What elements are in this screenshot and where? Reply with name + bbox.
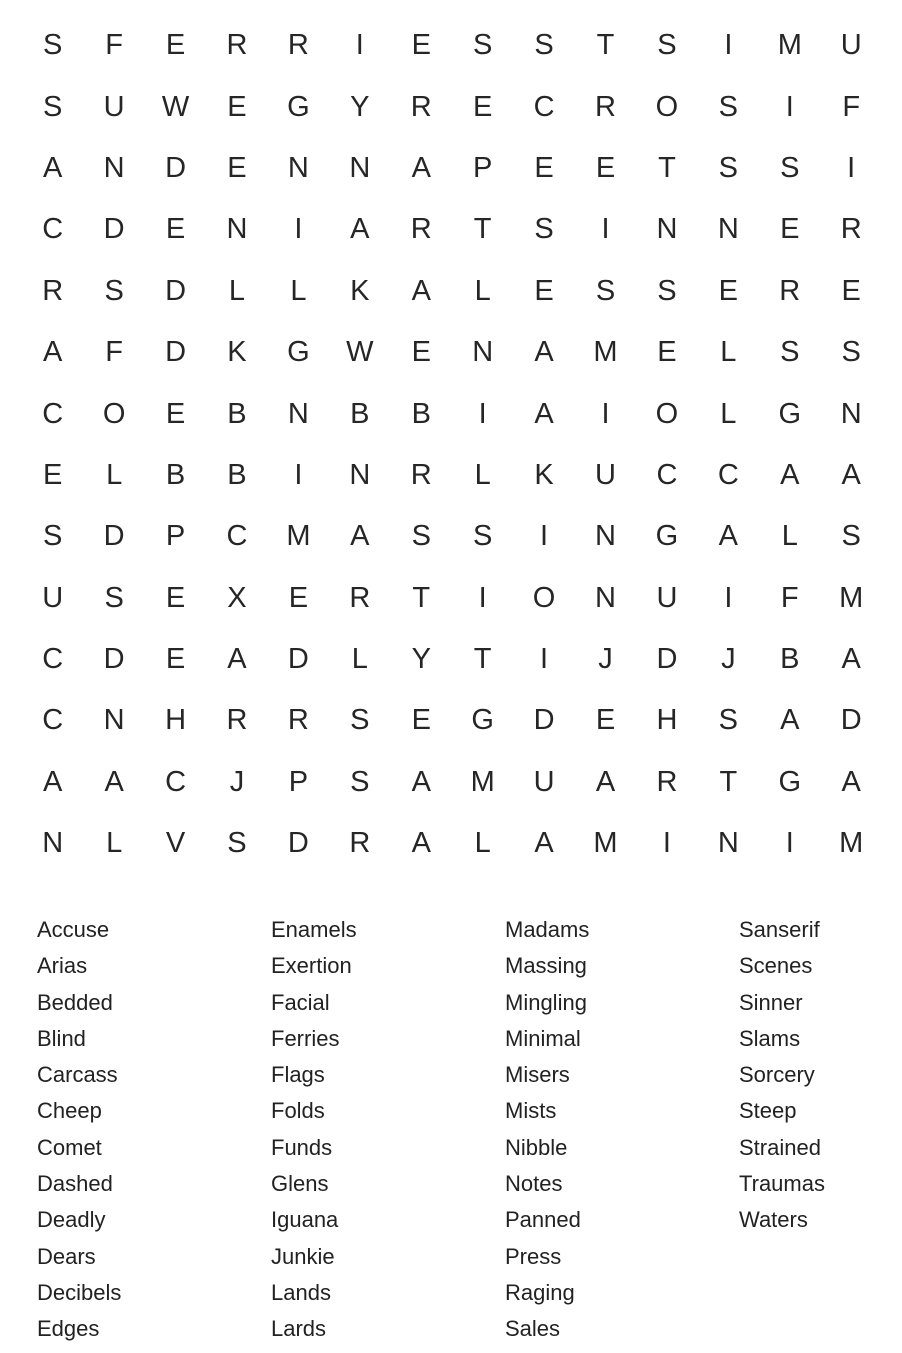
word-list-item: Dashed bbox=[37, 1171, 113, 1197]
grid-cell[interactable]: I bbox=[540, 643, 549, 676]
grid-cell[interactable]: E bbox=[227, 151, 247, 184]
grid-cell[interactable]: A bbox=[227, 643, 247, 676]
grid-cell[interactable]: X bbox=[227, 581, 247, 614]
grid-cell[interactable]: L bbox=[474, 458, 491, 491]
grid-cell[interactable]: N bbox=[287, 397, 309, 430]
grid-cell[interactable]: N bbox=[103, 151, 125, 184]
grid-cell[interactable]: G bbox=[471, 704, 494, 737]
grid-cell[interactable]: A bbox=[718, 520, 739, 553]
grid-cell[interactable]: T bbox=[596, 29, 615, 62]
grid-cell[interactable]: I bbox=[785, 827, 794, 860]
word-list-item: Enamels bbox=[271, 917, 357, 942]
grid-cell[interactable]: M bbox=[839, 581, 864, 614]
grid-cell[interactable]: E bbox=[411, 29, 431, 62]
grid-cell[interactable]: G bbox=[655, 520, 679, 553]
grid-cell[interactable]: R bbox=[410, 90, 432, 123]
word-list-item: Waters bbox=[739, 1207, 808, 1233]
grid-cell[interactable]: S bbox=[350, 704, 370, 737]
grid-cell[interactable]: S bbox=[657, 274, 677, 307]
grid-cell[interactable]: L bbox=[474, 274, 491, 307]
grid-cell[interactable]: P bbox=[165, 520, 186, 553]
grid-cell[interactable]: Y bbox=[411, 643, 431, 676]
word-list-item: Blind bbox=[37, 1025, 86, 1051]
word-list-item: Press bbox=[505, 1243, 562, 1269]
grid-cell[interactable]: S bbox=[718, 704, 739, 737]
grid-cell[interactable]: E bbox=[165, 581, 186, 614]
grid-cell[interactable]: A bbox=[350, 213, 370, 246]
grid-cell[interactable]: S bbox=[43, 29, 63, 62]
grid-cell[interactable]: I bbox=[294, 458, 303, 491]
grid-cell[interactable]: F bbox=[105, 336, 123, 369]
grid-cell[interactable]: E bbox=[534, 151, 554, 184]
grid-cell[interactable]: T bbox=[473, 213, 492, 246]
grid-cell[interactable]: M bbox=[777, 29, 802, 62]
grid-cell[interactable]: T bbox=[658, 151, 676, 184]
grid-cell[interactable]: A bbox=[411, 274, 431, 307]
grid-cell[interactable]: R bbox=[656, 765, 678, 798]
grid-cell[interactable]: C bbox=[717, 458, 739, 491]
grid-cell[interactable]: N bbox=[656, 213, 678, 246]
grid-cell[interactable]: C bbox=[656, 458, 678, 491]
grid-cell[interactable]: S bbox=[718, 151, 739, 184]
grid-cell[interactable]: E bbox=[657, 336, 677, 369]
grid-cell[interactable]: G bbox=[778, 397, 802, 430]
grid-cell[interactable]: L bbox=[720, 397, 737, 430]
grid-cell[interactable]: V bbox=[165, 827, 186, 860]
grid-cell[interactable]: O bbox=[655, 90, 679, 123]
grid-cell[interactable]: A bbox=[411, 765, 431, 798]
grid-cell[interactable]: E bbox=[288, 581, 309, 614]
grid-cell[interactable]: A bbox=[534, 336, 554, 369]
grid-cell[interactable]: N bbox=[349, 151, 371, 184]
word-list-item: Nibble bbox=[505, 1134, 568, 1160]
grid-cell[interactable]: U bbox=[595, 458, 616, 491]
grid-cell[interactable]: O bbox=[532, 581, 556, 614]
word-list-item: Accuse bbox=[37, 917, 110, 942]
grid-cell[interactable]: W bbox=[346, 336, 374, 369]
grid-cell[interactable]: E bbox=[165, 213, 186, 246]
grid-cell[interactable]: D bbox=[533, 704, 555, 737]
grid-cell[interactable]: E bbox=[472, 90, 493, 123]
grid-cell[interactable]: D bbox=[840, 704, 862, 737]
grid-cell[interactable]: D bbox=[103, 520, 125, 553]
grid-cell[interactable]: B bbox=[411, 397, 431, 430]
grid-cell[interactable]: L bbox=[290, 274, 307, 307]
grid-cell[interactable]: S bbox=[595, 274, 616, 307]
grid-cell[interactable]: A bbox=[43, 336, 63, 369]
word-list-item: Traumas bbox=[739, 1171, 825, 1197]
word-list-item: Sorcery bbox=[739, 1062, 815, 1088]
word-list-item: Edges bbox=[37, 1316, 100, 1342]
grid-cell[interactable]: A bbox=[43, 151, 63, 184]
grid-cell[interactable]: S bbox=[534, 29, 554, 62]
word-list-column bbox=[37, 912, 271, 1348]
grid-cell[interactable]: L bbox=[474, 827, 491, 860]
grid-cell[interactable]: F bbox=[105, 29, 123, 62]
word-list-item: Folds bbox=[271, 1098, 325, 1124]
word-list-item: Massing bbox=[505, 953, 587, 979]
grid-cell[interactable]: S bbox=[43, 520, 63, 553]
word-list-item: Scenes bbox=[739, 953, 813, 979]
grid-cell[interactable]: A bbox=[841, 765, 861, 798]
grid-cell[interactable]: R bbox=[840, 213, 862, 246]
grid-cell[interactable]: D bbox=[103, 213, 125, 246]
grid-cell[interactable]: U bbox=[533, 765, 555, 798]
grid-cell[interactable]: N bbox=[840, 397, 862, 430]
word-list-column bbox=[271, 912, 505, 1348]
word-list-item: Deadly bbox=[37, 1207, 106, 1233]
grid-cell[interactable]: G bbox=[778, 765, 802, 798]
grid-cell[interactable]: R bbox=[779, 274, 801, 307]
grid-cell[interactable]: N bbox=[717, 213, 739, 246]
grid-cell[interactable]: D bbox=[287, 643, 309, 676]
grid-cell[interactable]: P bbox=[472, 151, 493, 184]
grid-cell[interactable]: E bbox=[43, 458, 63, 491]
grid-cell[interactable]: E bbox=[411, 704, 431, 737]
word-list-item: Slams bbox=[739, 1025, 801, 1051]
grid-cell[interactable]: I bbox=[478, 397, 487, 430]
grid-cell[interactable]: E bbox=[165, 643, 186, 676]
grid-cell[interactable]: S bbox=[657, 29, 677, 62]
grid-cell[interactable]: H bbox=[165, 704, 187, 737]
grid-cell[interactable]: W bbox=[161, 90, 190, 123]
grid-cell[interactable]: T bbox=[473, 643, 492, 676]
grid-cell[interactable]: M bbox=[593, 827, 618, 860]
grid-cell[interactable]: S bbox=[780, 336, 800, 369]
word-list-item: Exertion bbox=[271, 953, 352, 979]
grid-cell[interactable]: B bbox=[227, 458, 247, 491]
word-list-item: Sanserif bbox=[739, 917, 820, 942]
word-list-item: Carcass bbox=[37, 1062, 118, 1088]
grid-cell[interactable]: R bbox=[349, 581, 371, 614]
word-list-item: Mingling bbox=[505, 989, 587, 1015]
grid-cell[interactable]: I bbox=[785, 90, 794, 123]
grid-cell[interactable]: J bbox=[229, 765, 245, 798]
grid-cell[interactable]: I bbox=[478, 581, 487, 614]
grid-cell[interactable]: N bbox=[349, 458, 371, 491]
grid-cell[interactable]: I bbox=[847, 151, 856, 184]
grid-cell[interactable]: I bbox=[355, 29, 364, 62]
word-list-item: Notes bbox=[505, 1171, 563, 1197]
grid-cell[interactable]: S bbox=[350, 765, 370, 798]
grid-cell[interactable]: M bbox=[593, 336, 618, 369]
grid-cell[interactable]: R bbox=[287, 704, 309, 737]
grid-cell[interactable]: D bbox=[165, 336, 187, 369]
grid-cell[interactable]: S bbox=[780, 151, 800, 184]
word-list-item: Panned bbox=[505, 1207, 581, 1233]
grid-cell[interactable]: B bbox=[165, 458, 186, 491]
grid-cell[interactable]: A bbox=[104, 765, 124, 798]
grid-cell[interactable]: N bbox=[472, 336, 494, 369]
grid-cell[interactable]: I bbox=[601, 213, 610, 246]
word-list-item: Dears bbox=[37, 1243, 96, 1269]
grid-cell[interactable]: C bbox=[42, 643, 64, 676]
grid-cell[interactable]: O bbox=[655, 397, 679, 430]
grid-cell[interactable]: A bbox=[43, 765, 63, 798]
grid-cell[interactable]: S bbox=[227, 827, 247, 860]
word-list-item: Decibels bbox=[37, 1279, 122, 1305]
word-list-item: Bedded bbox=[37, 989, 113, 1015]
grid-cell[interactable]: I bbox=[540, 520, 549, 553]
grid-cell[interactable]: G bbox=[287, 336, 310, 369]
word-list-item: Cheep bbox=[37, 1098, 102, 1124]
grid-cell[interactable]: T bbox=[719, 765, 738, 798]
word-list-item: Lards bbox=[271, 1316, 327, 1342]
grid-cell[interactable]: R bbox=[410, 213, 432, 246]
grid-cell[interactable]: E bbox=[595, 704, 616, 737]
grid-cell[interactable]: A bbox=[534, 397, 554, 430]
word-list-item: Madams bbox=[505, 917, 590, 942]
grid-cell[interactable]: S bbox=[534, 213, 554, 246]
grid-cell[interactable]: S bbox=[718, 90, 739, 123]
grid-cell[interactable]: S bbox=[472, 29, 493, 62]
word-list-item: Steep bbox=[739, 1098, 797, 1124]
grid-cell[interactable]: N bbox=[103, 704, 125, 737]
grid-cell[interactable]: U bbox=[103, 90, 125, 123]
word-list-item: Iguana bbox=[271, 1207, 339, 1233]
grid-cell[interactable]: S bbox=[43, 90, 63, 123]
grid-cell[interactable]: D bbox=[165, 274, 187, 307]
word-list-column bbox=[739, 912, 887, 1348]
grid-cell[interactable]: S bbox=[472, 520, 493, 553]
grid-cell[interactable]: A bbox=[411, 827, 431, 860]
grid-cell[interactable]: M bbox=[286, 520, 311, 553]
grid-cell[interactable]: D bbox=[287, 827, 309, 860]
grid-cell[interactable]: C bbox=[165, 765, 187, 798]
word-list-item: Facial bbox=[271, 989, 330, 1015]
grid-cell[interactable]: I bbox=[724, 29, 733, 62]
grid-cell[interactable]: R bbox=[349, 827, 371, 860]
grid-cell[interactable]: R bbox=[595, 90, 616, 123]
grid-cell[interactable]: S bbox=[104, 274, 124, 307]
grid-cell[interactable]: O bbox=[102, 397, 126, 430]
grid-cell[interactable]: A bbox=[595, 765, 616, 798]
grid-cell[interactable]: C bbox=[42, 213, 64, 246]
grid-cell[interactable]: R bbox=[287, 29, 309, 62]
grid-cell[interactable]: C bbox=[226, 520, 248, 553]
grid-cell[interactable]: T bbox=[412, 581, 431, 614]
word-list-item: Mists bbox=[505, 1098, 557, 1124]
grid-cell[interactable]: L bbox=[106, 827, 123, 860]
grid-cell[interactable]: C bbox=[42, 397, 64, 430]
grid-cell[interactable]: B bbox=[227, 397, 247, 430]
grid-cell[interactable]: G bbox=[287, 90, 310, 123]
word-list-item: Ferries bbox=[271, 1025, 340, 1051]
grid-cell[interactable]: E bbox=[841, 274, 861, 307]
grid-cell[interactable]: R bbox=[42, 274, 64, 307]
grid-cell[interactable]: A bbox=[411, 151, 431, 184]
grid-cell[interactable]: L bbox=[781, 520, 798, 553]
grid-cell[interactable]: I bbox=[662, 827, 671, 860]
grid-cell[interactable]: J bbox=[598, 643, 613, 676]
word-list-item: Sinner bbox=[739, 989, 803, 1015]
grid-cell[interactable]: A bbox=[841, 643, 861, 676]
word-list-item: Minimal bbox=[505, 1025, 581, 1051]
grid-cell[interactable]: C bbox=[533, 90, 555, 123]
grid-cell[interactable]: R bbox=[226, 29, 248, 62]
grid-cell[interactable]: S bbox=[104, 581, 124, 614]
grid-cell[interactable]: E bbox=[227, 90, 247, 123]
word-list-item: Sales bbox=[505, 1316, 561, 1342]
grid-cell[interactable]: A bbox=[780, 704, 800, 737]
grid-cell[interactable]: D bbox=[656, 643, 678, 676]
grid-cell[interactable]: M bbox=[839, 827, 864, 860]
grid-cell[interactable]: U bbox=[656, 581, 678, 614]
word-list-column bbox=[505, 912, 739, 1348]
grid-cell[interactable]: U bbox=[840, 29, 862, 62]
word-list-item: Flags bbox=[271, 1062, 325, 1088]
word-list-item: Junkie bbox=[271, 1243, 335, 1269]
grid-cell[interactable]: N bbox=[42, 827, 64, 860]
grid-cell[interactable]: M bbox=[470, 765, 495, 798]
grid-cell[interactable]: A bbox=[534, 827, 554, 860]
grid-cell[interactable]: E bbox=[165, 29, 186, 62]
word-list-item: Funds bbox=[271, 1134, 333, 1160]
grid-cell[interactable]: E bbox=[411, 336, 431, 369]
grid-cell[interactable]: I bbox=[724, 581, 733, 614]
grid-cell[interactable]: J bbox=[721, 643, 736, 676]
grid-cell[interactable]: N bbox=[595, 520, 616, 553]
grid-cell[interactable]: C bbox=[42, 704, 64, 737]
grid-cell[interactable]: I bbox=[294, 213, 303, 246]
word-list-item: Raging bbox=[505, 1279, 575, 1305]
grid-cell[interactable]: D bbox=[165, 151, 187, 184]
grid-cell[interactable]: U bbox=[42, 581, 64, 614]
grid-cell[interactable]: E bbox=[718, 274, 739, 307]
letter-grid bbox=[22, 15, 882, 874]
grid-cell[interactable]: E bbox=[165, 397, 186, 430]
grid-cell[interactable]: S bbox=[411, 520, 431, 553]
grid-cell[interactable]: K bbox=[534, 458, 554, 491]
grid-cell[interactable]: F bbox=[780, 581, 799, 614]
grid-cell[interactable]: N bbox=[287, 151, 309, 184]
grid-cell[interactable]: S bbox=[841, 520, 861, 553]
grid-cell[interactable]: F bbox=[842, 90, 861, 123]
word-list bbox=[37, 912, 887, 1348]
grid-cell[interactable]: R bbox=[410, 458, 432, 491]
grid-cell[interactable]: D bbox=[103, 643, 125, 676]
grid-cell[interactable]: E bbox=[595, 151, 616, 184]
grid-cell[interactable]: B bbox=[350, 397, 370, 430]
grid-cell[interactable]: L bbox=[228, 274, 246, 307]
grid-cell[interactable]: P bbox=[288, 765, 309, 798]
word-list-item: Misers bbox=[505, 1062, 570, 1088]
grid-cell[interactable]: B bbox=[780, 643, 800, 676]
grid-cell[interactable]: Y bbox=[350, 90, 370, 123]
grid-cell[interactable]: A bbox=[350, 520, 370, 553]
grid-cell[interactable]: L bbox=[351, 643, 368, 676]
word-list-item: Lands bbox=[271, 1279, 331, 1305]
grid-cell[interactable]: A bbox=[841, 458, 861, 491]
grid-cell[interactable]: H bbox=[656, 704, 678, 737]
word-list-item: Comet bbox=[37, 1134, 102, 1160]
grid-cell[interactable]: L bbox=[106, 458, 123, 491]
word-list-item: Arias bbox=[37, 953, 88, 979]
grid-cell[interactable]: N bbox=[717, 827, 739, 860]
word-list-item: Glens bbox=[271, 1171, 329, 1197]
grid-cell[interactable]: K bbox=[350, 274, 370, 307]
grid-cell[interactable]: E bbox=[780, 213, 800, 246]
word-list-item: Strained bbox=[739, 1134, 821, 1160]
grid-cell[interactable]: N bbox=[595, 581, 616, 614]
grid-cell[interactable]: N bbox=[226, 213, 248, 246]
grid-cell[interactable]: K bbox=[227, 336, 247, 369]
grid-cell[interactable]: A bbox=[780, 458, 800, 491]
grid-cell[interactable]: I bbox=[601, 397, 610, 430]
grid-cell[interactable]: R bbox=[226, 704, 248, 737]
grid-cell[interactable]: E bbox=[534, 274, 554, 307]
grid-cell[interactable]: L bbox=[720, 336, 737, 369]
grid-cell[interactable]: S bbox=[841, 336, 861, 369]
